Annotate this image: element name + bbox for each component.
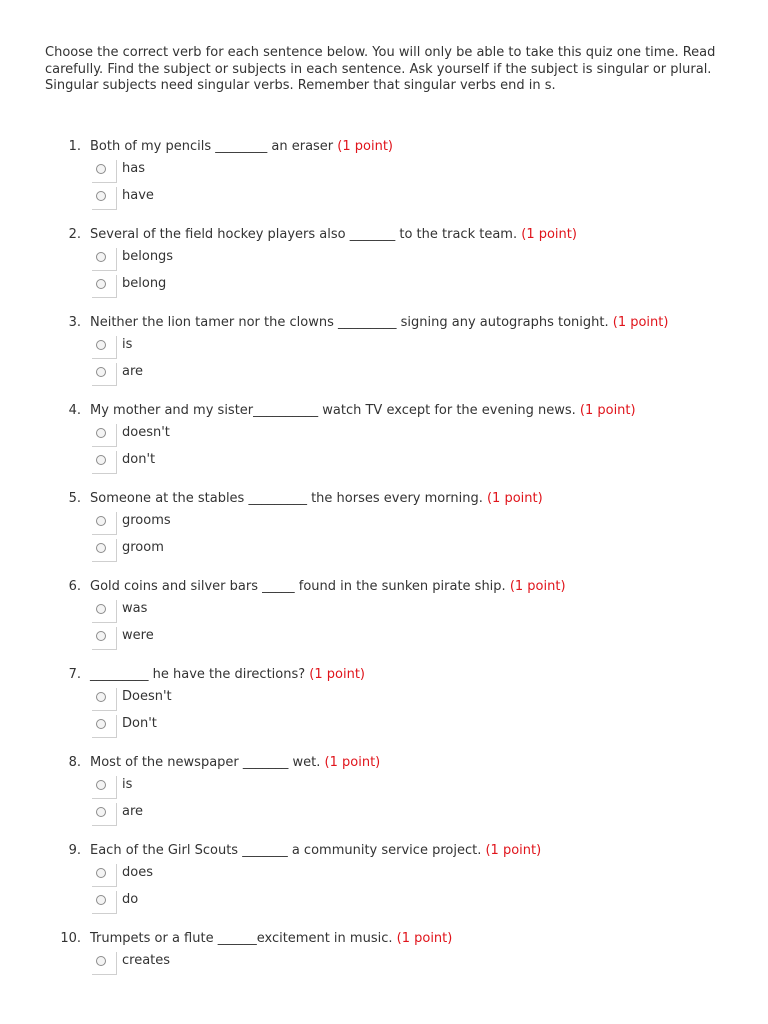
answer-option[interactable] bbox=[92, 626, 292, 650]
question-number: 6. bbox=[68, 579, 81, 594]
radio-button[interactable] bbox=[96, 279, 106, 289]
question-7 bbox=[45, 666, 745, 754]
answer-option[interactable] bbox=[92, 538, 292, 562]
question-1 bbox=[45, 138, 745, 226]
question-text: Someone at the stables _________ the horses every morning. (1 point) bbox=[90, 491, 543, 506]
radio-button[interactable] bbox=[96, 956, 106, 966]
radio-button[interactable] bbox=[96, 604, 106, 614]
radio-button[interactable] bbox=[96, 631, 106, 641]
answer-option[interactable] bbox=[92, 247, 292, 271]
radio-button[interactable] bbox=[96, 340, 106, 350]
option-label: groom bbox=[122, 540, 164, 555]
answer-option[interactable] bbox=[92, 274, 292, 298]
option-label: do bbox=[122, 892, 139, 907]
option-label: have bbox=[122, 188, 154, 203]
option-label: does bbox=[122, 865, 153, 880]
option-label: has bbox=[122, 161, 145, 176]
radio-button[interactable] bbox=[96, 895, 106, 905]
points-label: (1 point) bbox=[309, 667, 365, 682]
option-label: is bbox=[122, 337, 133, 352]
question-10 bbox=[45, 930, 745, 1018]
points-label: (1 point) bbox=[324, 755, 381, 770]
question-text: My mother and my sister__________ watch TV except for the evening news. (1 point) bbox=[90, 403, 636, 418]
option-label: Don't bbox=[122, 716, 157, 731]
question-number: 8. bbox=[68, 755, 81, 770]
question-number: 5. bbox=[68, 491, 81, 506]
points-label: (1 point) bbox=[612, 315, 669, 330]
points-label: (1 point) bbox=[485, 843, 542, 858]
quiz-instructions: Choose the correct verb for each sentence below. You will only be able to take this quiz one time. Read carefully. Find the subject or subjects in each sentence. Ask yourself if the subject is singular or plural. Singular subjects need singular verbs. Remember that singular verbs end in s. bbox=[45, 45, 716, 93]
question-number: 9. bbox=[68, 843, 81, 858]
question-number: 7. bbox=[68, 667, 81, 682]
question-3 bbox=[45, 314, 745, 402]
answer-option[interactable] bbox=[92, 450, 292, 474]
option-label: Doesn't bbox=[122, 689, 172, 704]
points-label: (1 point) bbox=[509, 579, 566, 594]
radio-button[interactable] bbox=[96, 692, 106, 702]
radio-button[interactable] bbox=[96, 807, 106, 817]
option-label: are bbox=[122, 804, 144, 819]
option-label: creates bbox=[122, 953, 171, 968]
answer-option[interactable] bbox=[92, 951, 292, 975]
question-9 bbox=[45, 842, 745, 930]
option-label: belongs bbox=[122, 249, 174, 264]
answer-option[interactable] bbox=[92, 362, 292, 386]
points-label: (1 point) bbox=[486, 491, 543, 506]
answer-option[interactable] bbox=[92, 511, 292, 535]
points-label: (1 point) bbox=[337, 139, 393, 154]
option-label: was bbox=[122, 601, 148, 616]
question-text: _________ he have the directions? (1 point) bbox=[90, 667, 365, 682]
question-text: Neither the lion tamer nor the clowns _________ signing any autographs tonight. (1 point) bbox=[90, 315, 669, 330]
option-label: are bbox=[122, 364, 144, 379]
answer-option[interactable] bbox=[92, 863, 292, 887]
question-text: Gold coins and silver bars _____ found in the sunken pirate ship. (1 point) bbox=[90, 579, 566, 594]
radio-button[interactable] bbox=[96, 191, 106, 201]
question-text: Most of the newspaper _______ wet. (1 point) bbox=[90, 755, 381, 770]
question-number: 1. bbox=[68, 139, 81, 154]
answer-option[interactable] bbox=[92, 714, 292, 738]
question-number: 10. bbox=[60, 931, 81, 946]
radio-button[interactable] bbox=[96, 719, 106, 729]
question-4 bbox=[45, 402, 745, 490]
question-2 bbox=[45, 226, 745, 314]
option-label: is bbox=[122, 777, 133, 792]
answer-option[interactable] bbox=[92, 890, 292, 914]
option-label: belong bbox=[122, 276, 167, 291]
question-6 bbox=[45, 578, 745, 666]
question-8 bbox=[45, 754, 745, 842]
question-5 bbox=[45, 490, 745, 578]
answer-option[interactable] bbox=[92, 335, 292, 359]
radio-button[interactable] bbox=[96, 543, 106, 553]
answer-option[interactable] bbox=[92, 186, 292, 210]
radio-button[interactable] bbox=[96, 428, 106, 438]
points-label: (1 point) bbox=[521, 227, 577, 242]
option-label: doesn't bbox=[122, 425, 170, 440]
question-list bbox=[45, 138, 745, 1018]
option-label: were bbox=[122, 628, 154, 643]
radio-button[interactable] bbox=[96, 516, 106, 526]
radio-button[interactable] bbox=[96, 868, 106, 878]
points-label: (1 point) bbox=[579, 403, 636, 418]
points-label: (1 point) bbox=[396, 931, 453, 946]
answer-option[interactable] bbox=[92, 775, 292, 799]
radio-button[interactable] bbox=[96, 164, 106, 174]
answer-option[interactable] bbox=[92, 159, 292, 183]
radio-button[interactable] bbox=[96, 367, 106, 377]
question-number: 2. bbox=[68, 227, 81, 242]
question-number: 3. bbox=[68, 315, 81, 330]
question-text: Each of the Girl Scouts _______ a community service project. (1 point) bbox=[90, 843, 542, 858]
option-label: don't bbox=[122, 452, 156, 467]
radio-button[interactable] bbox=[96, 252, 106, 262]
option-label: grooms bbox=[122, 513, 171, 528]
question-text: Both of my pencils ________ an eraser (1 point) bbox=[90, 139, 393, 154]
radio-button[interactable] bbox=[96, 455, 106, 465]
question-text: Several of the field hockey players also _______ to the track team. (1 point) bbox=[90, 227, 577, 242]
answer-option[interactable] bbox=[92, 599, 292, 623]
answer-option[interactable] bbox=[92, 802, 292, 826]
question-number: 4. bbox=[68, 403, 81, 418]
question-text: Trumpets or a flute ______excitement in music. (1 point) bbox=[90, 931, 453, 946]
answer-option[interactable] bbox=[92, 423, 292, 447]
answer-option[interactable] bbox=[92, 687, 292, 711]
radio-button[interactable] bbox=[96, 780, 106, 790]
